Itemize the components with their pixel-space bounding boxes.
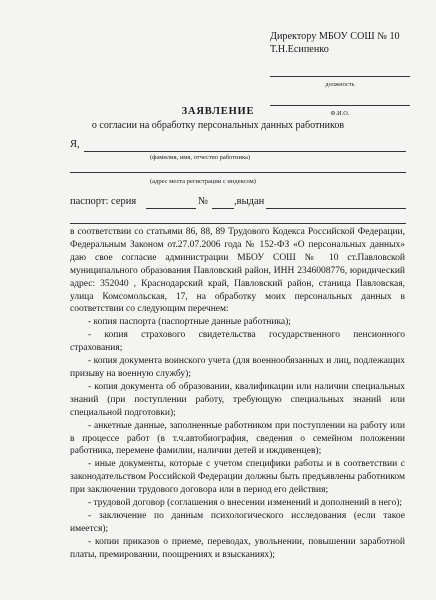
number-label: № [198, 196, 209, 207]
passport-number-line [212, 208, 234, 209]
i-label: Я, [70, 139, 80, 150]
address-line-1 [70, 172, 406, 173]
document-subtitle: о согласии на обработку персональных данных работников [91, 120, 345, 131]
position-caption: должность [325, 81, 355, 88]
list-item: - копия паспорта (паспортные данные работника); [88, 317, 291, 328]
list-item: - анкетные данные, заполненные работником при поступлении на работу или в процессе работ (в т.ч.автобиография, сведения о семейном положении работника, перемене фамилии, наличии детей и иждивенцев); [70, 420, 405, 457]
list-item: - копии приказов о приеме, переводах, увольнении, повышении заработной платы, премировании, поощрениях и взысканиях); [70, 536, 405, 560]
address-caption: (адрес места регистрации с индексом) [150, 178, 256, 185]
passport-label: паспорт: серия [70, 196, 137, 207]
document-title: ЗАЯВЛЕНИЕ [181, 106, 255, 117]
name-caption: (фамилия, имя, отчество работника) [150, 154, 251, 161]
addressee-line-2: Т.Н.Есипенко [270, 44, 329, 55]
addressee-line-1: Директору МБОУ СОШ № 10 [270, 31, 400, 42]
list-item: - копия документа воинского учета (для военнообязанных и лиц, подлежащих призыву на военную службу); [70, 356, 405, 379]
issued-label: ,выдан [234, 196, 265, 207]
fio-line [270, 95, 410, 106]
list-item: - копия страхового свидетельства государственного пенсионного страхования; [70, 330, 405, 354]
list-item: - заключение по данным психологического исследования (если такое имеется); [70, 510, 405, 534]
consent-body [70, 226, 405, 562]
passport-series-line [146, 208, 196, 209]
list-item: - копия документа об образовании, квалификации или наличии специальных знаний (при поступлении работу, требующую специальных знаний или специальной подготовки); [70, 381, 405, 418]
issued-line [266, 208, 406, 209]
consent-intro: в соответствии со статьями 86, 88, 89 Трудового Кодекса Российской Федерации, Федеральным Законом от.27.07.2006 года № 152-ФЗ «О персональных данных» даю свое согласие администрации МБОУ СОШ № 10 ст.Павловской муниципального образования Павловский район, ИНН 2346008776, юридический адрес: 352040 , Краснодарский край, Павловский район, станица Павловская, улица Комсомольская, 17, на обработку моих персональных данных в соответствии со следующим перечнем: [70, 227, 405, 315]
position-line [270, 66, 410, 77]
list-item: - иные документы, которые с учетом специфики работы и в соответствии с законодательством Российской Федерации должны быть предъявлены работником при заключении трудового договора или в период его действия; [70, 459, 405, 496]
issued-line-2 [70, 223, 406, 224]
fio-caption: Ф.И.О. [330, 110, 350, 117]
list-item: - трудовой договор (соглашения о внесении изменений и дополнений в него); [88, 498, 403, 509]
name-line [84, 151, 406, 152]
